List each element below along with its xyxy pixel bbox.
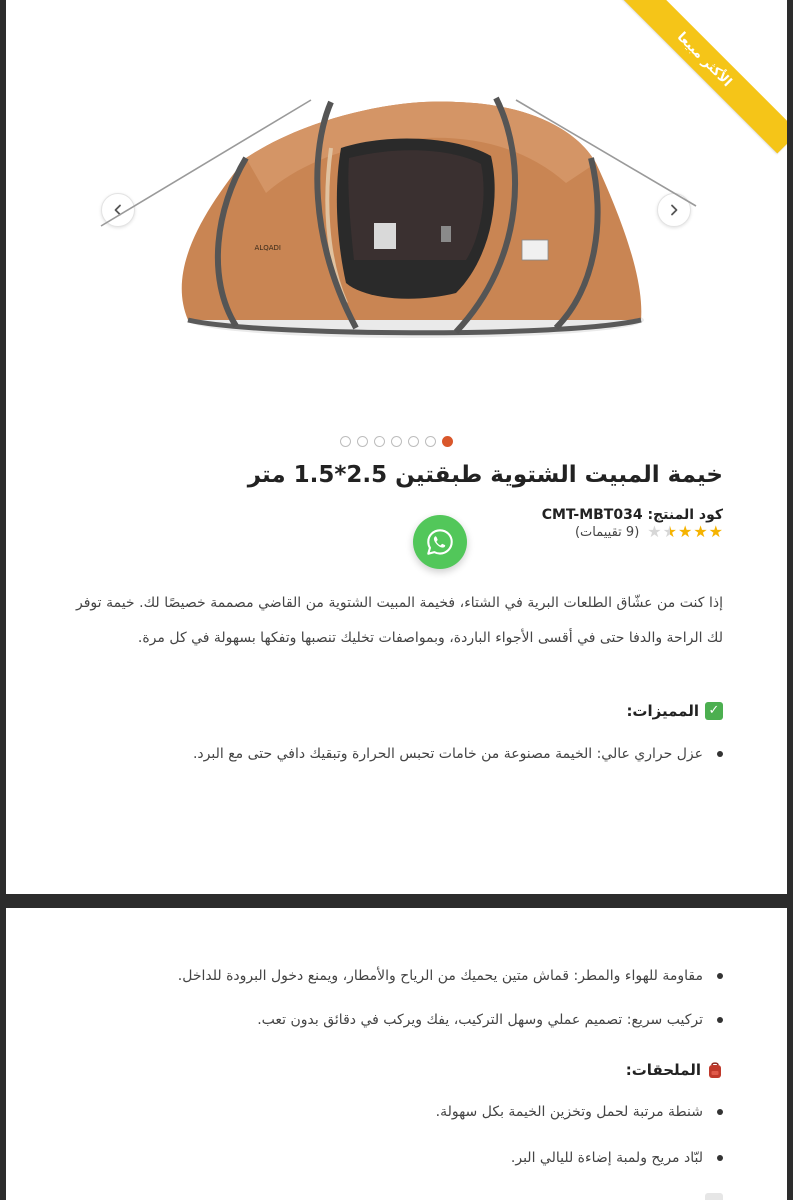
carousel-dots — [340, 436, 453, 447]
carousel-dot[interactable] — [442, 436, 453, 447]
carousel-dot[interactable] — [425, 436, 436, 447]
product-card — [6, 0, 787, 894]
next-section-icon — [705, 1193, 723, 1200]
bullet-icon — [717, 751, 723, 757]
whatsapp-button[interactable] — [413, 515, 467, 569]
carousel-dot[interactable] — [340, 436, 351, 447]
product-rating[interactable] — [575, 524, 723, 540]
feature-text: مقاومة للهواء والمطر: قماش متين يحميك من الرياح والأمطار، ويمنع دخول البرودة للداخل. — [177, 968, 703, 984]
list-item — [257, 1012, 723, 1028]
features-title: المميزات: — [626, 702, 699, 720]
star-icon: ★ — [677, 522, 693, 541]
accessories-heading — [626, 1061, 723, 1079]
product-image[interactable] — [96, 88, 716, 358]
accessories-title: الملحقات: — [625, 1061, 701, 1079]
carousel-dot[interactable] — [374, 436, 385, 447]
list-item — [436, 1104, 723, 1120]
carousel-dot[interactable] — [391, 436, 402, 447]
product-description: إذا كنت من عشّاق الطلعات البرية في الشتاء، فخيمة المبيت الشتوية من القاضي مصممة خصيصًا لك. خيمة توفر لك الراحة والدفا حتى في أقسى الأجواء الباردة، وبمواصفات تخليك تنصبها وتفكها بسهولة في كل مرة. — [76, 595, 723, 646]
bullet-icon — [717, 1017, 723, 1023]
product-card-continued — [6, 908, 787, 1200]
star-icon: ★ — [647, 522, 662, 541]
carousel-dot[interactable] — [357, 436, 368, 447]
features-heading — [626, 702, 723, 720]
backpack-icon — [707, 1061, 723, 1079]
rating-stars — [647, 524, 723, 540]
best-seller-label: الأكثر مبيعا — [674, 29, 735, 90]
list-item — [178, 968, 723, 984]
product-code-value: CMT-MBT034 — [541, 507, 643, 523]
list-item — [193, 746, 723, 762]
product-title: خيمة المبيت الشتوية طبقتين 2.5*1.5 متر — [247, 462, 723, 488]
feature-text: عزل حراري عالي: الخيمة مصنوعة من خامات تحبس الحرارة وتبقيك دافي حتى مع البرد. — [192, 746, 703, 762]
accessory-text: شنطة مرتبة لحمل وتخزين الخيمة بكل سهولة. — [435, 1104, 703, 1120]
star-icon: ★ — [693, 522, 708, 541]
feature-text: تركيب سريع: تصميم عملي وسهل التركيب، يفك ويركب في دقائق بدون تعب. — [257, 1012, 703, 1028]
star-icon: ★ — [708, 522, 723, 541]
accessory-text: لبّاد مريح ولمبة إضاءة لليالي البر. — [510, 1150, 703, 1166]
bullet-icon — [717, 973, 723, 979]
product-code — [542, 507, 723, 523]
star-icon: ★ — [662, 522, 677, 541]
carousel-dot[interactable] — [408, 436, 419, 447]
product-code-label: كود المنتج: — [647, 507, 723, 523]
bullet-icon — [717, 1109, 723, 1115]
bullet-icon — [717, 1155, 723, 1161]
whatsapp-icon — [425, 527, 455, 557]
check-box-icon: ✓ — [705, 702, 723, 720]
svg-text:ALQADI: ALQADI — [254, 244, 281, 252]
rating-count[interactable]: (9 تقييمات) — [574, 524, 640, 540]
list-item — [511, 1150, 723, 1166]
